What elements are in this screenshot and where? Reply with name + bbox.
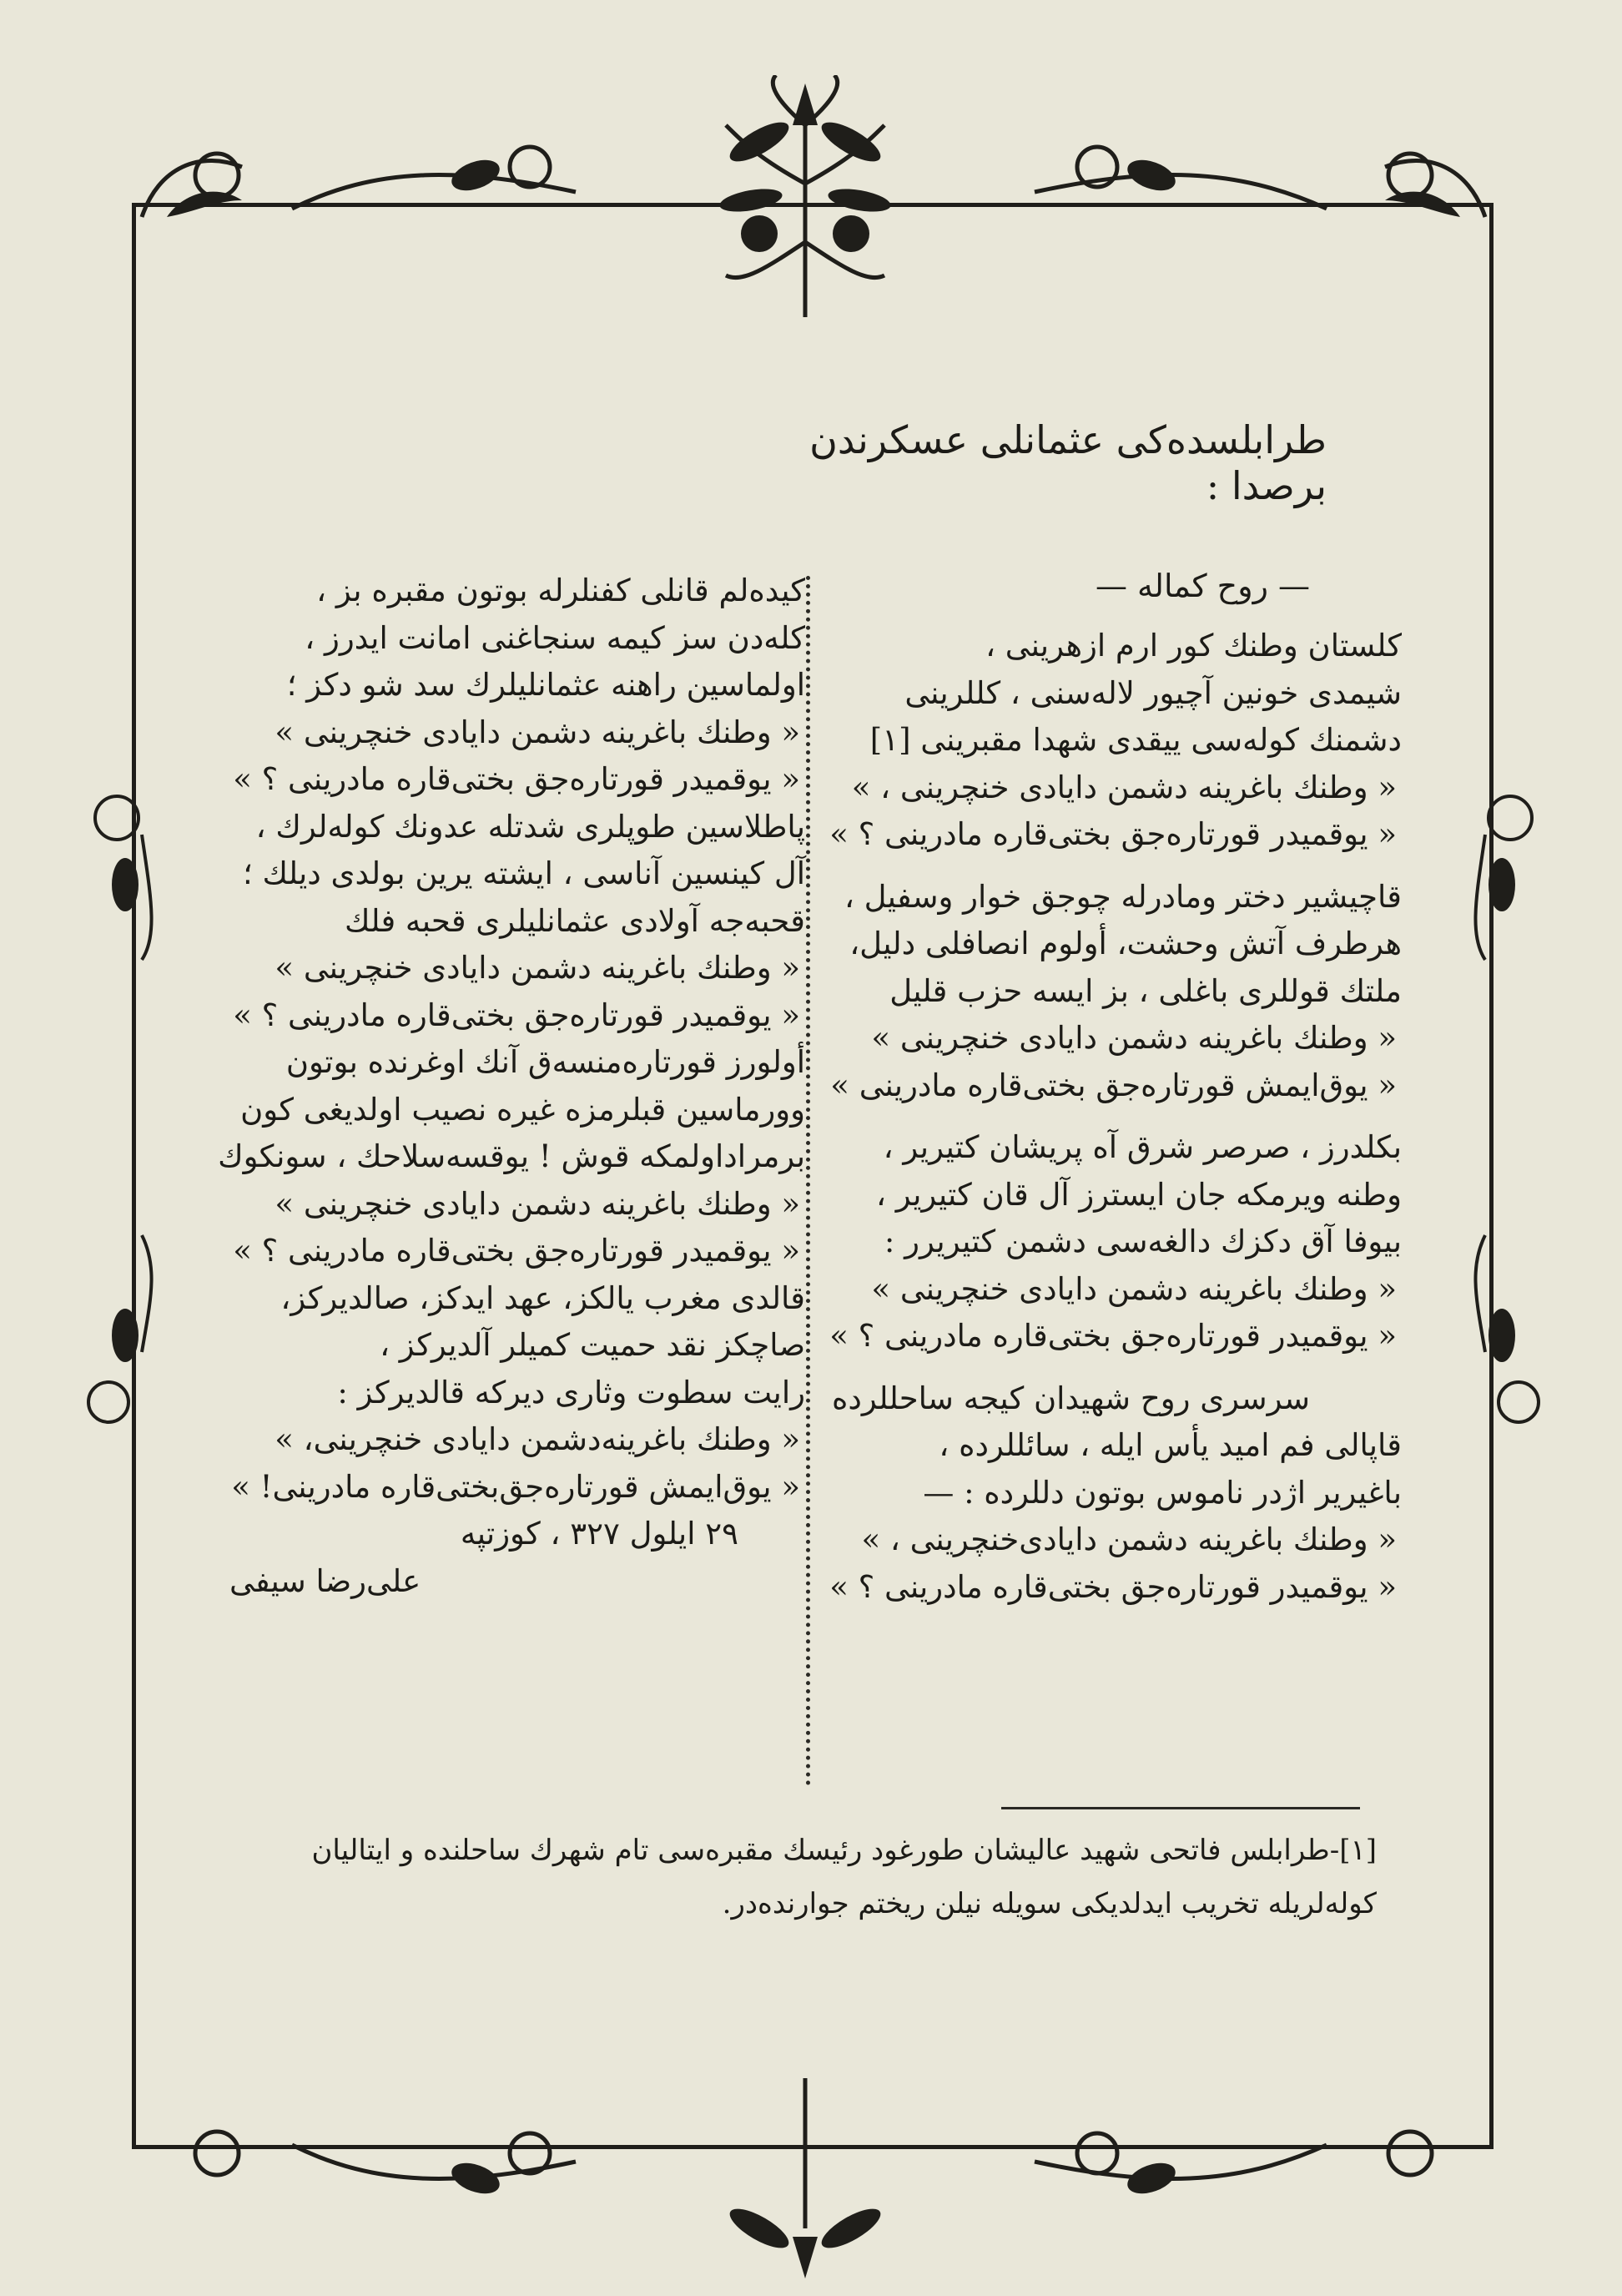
poem-title: طرابلسده‌کی عثمانلی عسکرندن برصدا : <box>809 417 1327 509</box>
right-side-floral-ornament <box>1435 768 1569 1436</box>
refrain-line: « یوقمیدر قورتاره‌جق بختی‌قاره مادرینی ؟ » <box>829 1318 1397 1354</box>
verse-line: وطنه ویرمکه جان ایسترز آل قان کتیریر ، <box>876 1176 1402 1213</box>
verse-line: سرسری روح شهیدان کیجه ساحللرده <box>832 1380 1310 1416</box>
verse-line: کله‌دن سز کیمه سنجاغنی امانت ایدرز ، <box>305 619 805 656</box>
verse-line: قاپالی فم امید یأس ایله ، سائللرده ، <box>939 1427 1402 1463</box>
verse-line: دشمنك کوله‌سی ییقدی شهدا مقبرینی [١] <box>869 722 1402 758</box>
verse-line: ملتك قوللری باغلی ، بز ایسه حزب قلیل <box>889 972 1402 1009</box>
verse-line: پاطلاسین طوپلری شدتله عدونك کوله‌لرك ، <box>255 808 805 845</box>
refrain-line: « یوقمیدر قورتاره‌جق بختی‌قاره مادرینی ؟ » <box>233 761 800 797</box>
refrain-line: « وطنك باغرینه دشمن دایادی خنچرینی ، » <box>851 769 1397 805</box>
right-column <box>829 568 1402 1611</box>
left-side-floral-ornament <box>58 768 192 1436</box>
refrain-line: « وطنك باغرینه دشمن دایادی خنچرینی » <box>275 714 800 750</box>
refrain-line: « وطنك باغرینه دشمن دایادی خنچرینی » <box>871 1020 1397 1056</box>
refrain-line: « وطنك باغرینه دشمن دایادی خنچرینی » <box>275 950 800 986</box>
verse-line: برمراداولمکه قوش ! یوقسه‌سلاحك ، سونکوك <box>218 1138 805 1174</box>
verse-line: قاچیشیر دختر ومادرله چوجق خوار وسفیل ، <box>844 878 1402 915</box>
poem-signature: علی‌رضا سیفی <box>229 1562 421 1599</box>
verse-line: آل کینسین آناسی ، ایشته یرین بولدی دیلك ؛ <box>243 855 805 891</box>
verse-line: کلستان وطنك کور ارم ازهرینی ، <box>985 628 1402 664</box>
verse-line: أولورز قورتاره‌منسه‌ق آنك اوغرنده بوتون <box>285 1044 805 1080</box>
verse-line: هرطرف آتش وحشت، أولوم انصافلی دلیل، <box>849 926 1402 961</box>
left-column <box>218 568 805 1605</box>
verse-line: وورماسین قبلرمزه غیره نصیب اولدیغی کون <box>240 1091 805 1128</box>
refrain-line: « وطنك باغرینه‌دشمن دایادی خنچرینی، » <box>275 1421 800 1457</box>
verse-line: بیوفا آق دکزك دالغه‌سی دشمن کتیریرر : <box>884 1224 1402 1259</box>
verse-line: قالدی مغرب یالکز، عهد ایدکز، صالدیرکز، <box>280 1279 805 1316</box>
bottom-floral-ornament <box>108 2061 1519 2287</box>
footnote-line: کوله‌لریله تخریب ایدلدیکی سویله نیلن ریختم جوارنده‌در. <box>722 1887 1377 1920</box>
verse-line: رایت سطوت وثاری دیرکه قالدیرکز : <box>337 1374 805 1410</box>
refrain-line: « یوقمیدر قورتاره‌جق بختی‌قاره مادرینی ؟ » <box>233 997 800 1033</box>
verse-line: صاچکز نقد حمیت کمیلر آلدیرکز ، <box>380 1327 805 1363</box>
verse-line: بکلدرز ، صرصر شرق آه پریشان کتیریر ، <box>883 1129 1402 1165</box>
refrain-line: « یوقمیدر قورتاره‌جق بختی‌قاره مادرینی ؟ » <box>233 1233 800 1269</box>
footnote-rule <box>1001 1807 1360 1809</box>
column-heading: — روح کماله — <box>1095 568 1310 604</box>
top-floral-ornament <box>108 75 1519 334</box>
refrain-line: « وطنك باغرینه دشمن دایادی خنچرینی » <box>871 1270 1397 1307</box>
refrain-line: « وطنك باغرینه دشمن دایادی‌خنچرینی ، » <box>861 1521 1397 1557</box>
refrain-line: « یوق‌ایمش قورتاره‌جق بختی‌قاره مادرینی » <box>830 1067 1397 1103</box>
verse-line: کیده‌لم قانلی کفنلرله بوتون مقبره بز ، <box>316 573 805 608</box>
verse-line: قحبه‌جه آولادی عثمانلیلری قحبه فلك <box>345 902 805 939</box>
verse-line: باغیریر اژدر ناموس بوتون دللرده : — <box>923 1474 1402 1511</box>
refrain-line: « یوقمیدر قورتاره‌جق بختی‌قاره مادرینی ؟ » <box>829 816 1397 852</box>
refrain-line: « یوقمیدر قورتاره‌جق بختی‌قاره مادرینی ؟ » <box>829 1568 1397 1605</box>
verse-line: اولماسین راهنه عثمانلیلرك سد شو دکز ؛ <box>286 667 805 703</box>
verse-line: شیمدی خونین آچیور لاله‌سنی ، کللرینی <box>904 674 1402 711</box>
column-divider <box>806 576 810 1786</box>
refrain-line: « وطنك باغرینه دشمن دایادی خنچرینی » <box>275 1185 800 1222</box>
footnote-line: [١]-طرابلس فاتحی شهید عالیشان طورغود رئیسك مقبره‌سی تام شهرك ساحلنده و ایتالیان <box>311 1834 1377 1867</box>
refrain-line: « یوق‌ایمش قورتاره‌جق‌بختی‌قاره مادرینی! » <box>231 1468 800 1505</box>
footnote <box>225 1824 1377 1930</box>
poem-date: ٢٩ ایلول ٣٢٧ ، کوزتپه <box>460 1516 738 1552</box>
